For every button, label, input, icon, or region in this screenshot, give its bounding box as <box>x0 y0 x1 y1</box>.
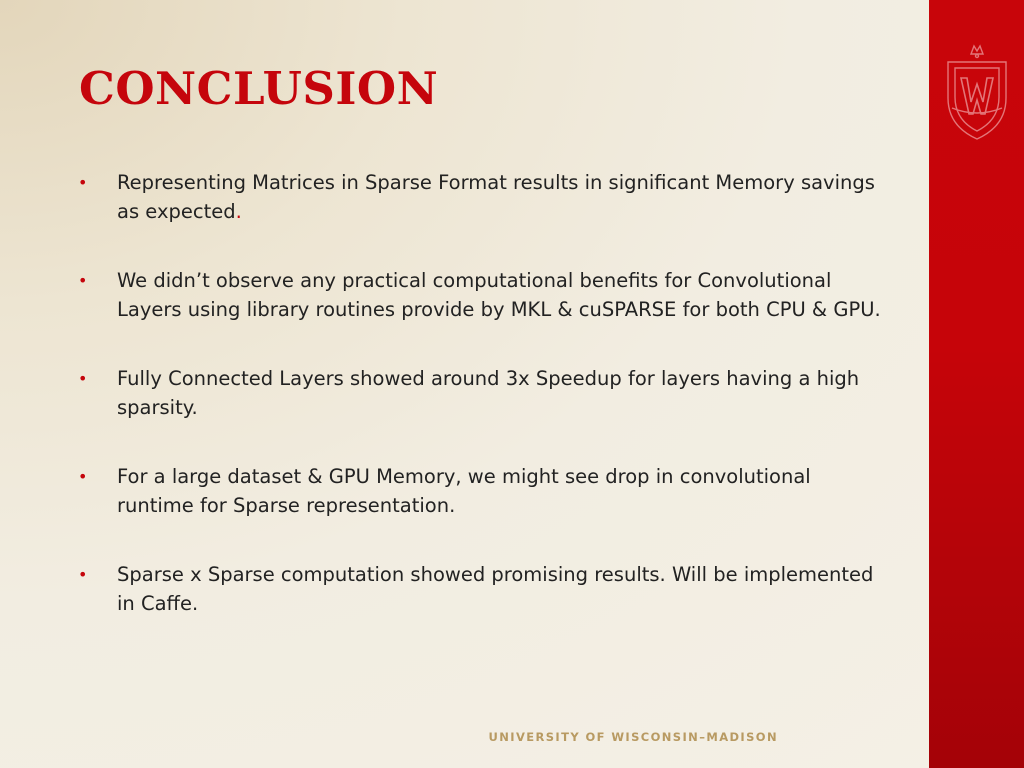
bullet-icon: • <box>78 369 88 388</box>
slide-title: CONCLUSION <box>79 62 439 115</box>
bullet-icon: • <box>78 467 88 486</box>
bullet-text: Representing Matrices in Sparse Format results in significant Memory savings as expected <box>117 171 875 223</box>
bullet-item <box>78 364 888 422</box>
bullet-item <box>78 560 888 618</box>
bullet-icon: • <box>78 565 88 584</box>
bullet-item <box>78 462 888 520</box>
bullet-text: For a large dataset & GPU Memory, we might see drop in convolutional runtime for Sparse representation. <box>117 465 811 517</box>
uw-crest-icon <box>944 40 1010 144</box>
bullet-item <box>78 168 888 226</box>
brand-side-band <box>929 0 1024 768</box>
bullet-text: We didn’t observe any practical computational benefits for Convolutional Layers using library routines provide by MKL & cuSPARSE for both CPU & GPU. <box>117 269 881 321</box>
bullet-icon: • <box>78 173 88 192</box>
bullet-list <box>78 168 888 658</box>
bullet-text: Fully Connected Layers showed around 3x Speedup for layers having a high sparsity. <box>117 367 860 419</box>
bullet-icon: • <box>78 271 88 290</box>
bullet-item <box>78 266 888 324</box>
bullet-text: Sparse x Sparse computation showed promising results. Will be implemented in Caffe. <box>117 563 874 615</box>
university-footer: UNIVERSITY OF WISCONSIN–MADISON <box>488 730 778 744</box>
bullet-suffix: . <box>235 200 242 223</box>
